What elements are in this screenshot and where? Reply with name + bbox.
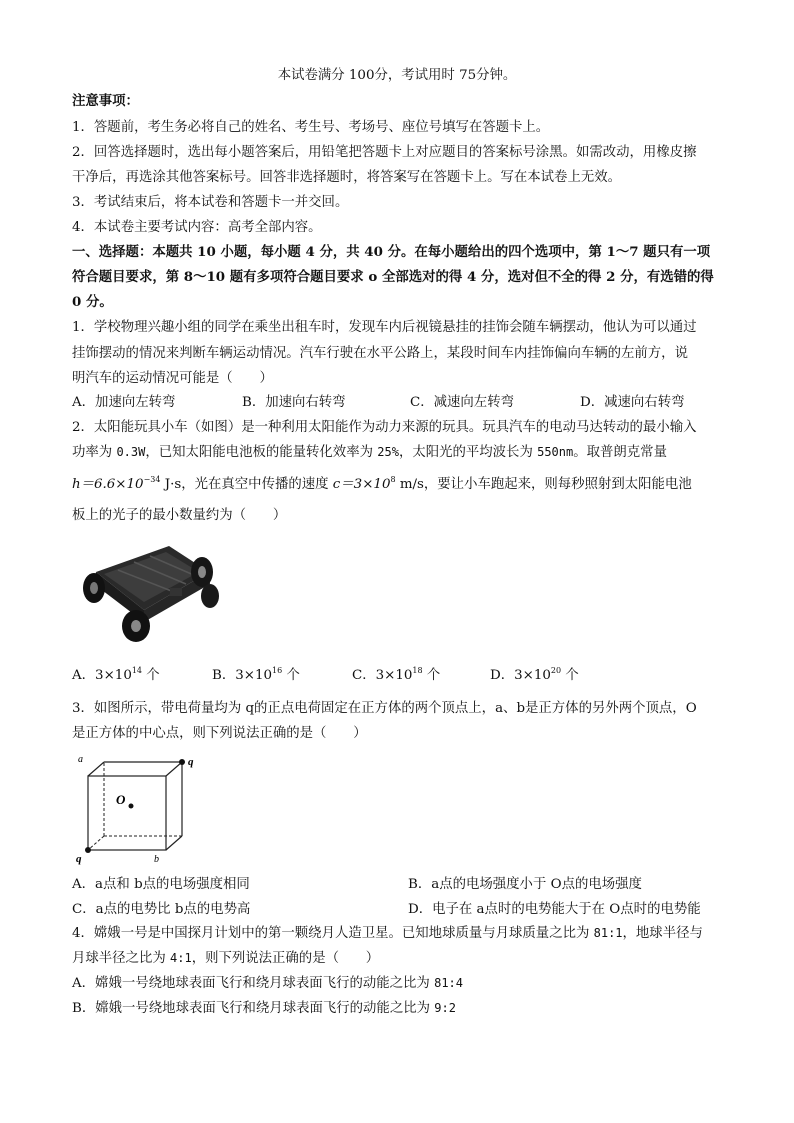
q1-option-b[interactable]: B．加速向右转弯 [242,395,346,410]
label-q-top: q [188,756,194,768]
q3-option-d[interactable]: D．电子在 a点时的电势能大于在 O点时的电势能 [408,902,701,917]
q3-option-b[interactable]: B．a点的电场强度小于 O点的电场强度 [408,877,642,892]
label-o: O [116,792,126,807]
question-1-text: 挂饰摆动的情况来判断车辆运动情况。汽车行驶在水平公路上，某段时间车内挂饰偏向车辆的左前方，说 [72,346,688,361]
notice-item: 4．本试卷主要考试内容：高考全部内容。 [72,220,322,235]
q3-option-c[interactable]: C．a点的电势比 b点的电势高 [72,902,251,917]
planck-constant: h＝6.6×10 [72,477,144,492]
notice-item: 3．考试结束后，将本试卷和答题卡一并交回。 [72,195,349,210]
exam-header: 本试卷满分 100分，考试用时 75分钟。 [277,68,517,83]
q1-option-d[interactable]: D．减速向右转弯 [580,395,685,410]
notice-item: 2．回答选择题时，选出每小题答案后，用铅笔把答题卡上对应题目的答案标号涂黑。如需改动，用橡皮擦 [72,145,697,160]
q4-option-b[interactable]: B．嫦娥一号绕地球表面飞行和绕月球表面飞行的动能之比为 9:2 [72,1001,456,1016]
q1-option-a[interactable]: A．加速向左转弯 [72,395,176,410]
question-3-text: 3．如图所示，带电荷量均为 q的正点电荷固定在正方体的两个顶点上，a、b是正方体的另外两个顶点，O [72,701,697,716]
section-instructions: 符合题目要求，第 8～10 题有多项符合题目要求 o 全部选对的得 4 分，选对但不全的得 2 分，有选错的得 [72,269,714,285]
q2-option-c[interactable]: C．$3\times 10^{18}$ 个 [352,666,441,683]
q2-option-b[interactable]: B．$3\times 10^{16}$ 个 [212,666,300,683]
charge-bottom-left [85,847,91,853]
notice-item: 干净后，再选涂其他答案标号。回答非选择题时，将答案写在答题卡上。写在本试卷上无效。 [72,170,622,185]
charge-top-right [179,759,185,765]
notice-title: 注意事项： [72,93,139,109]
q2-option-a[interactable]: A．$3\times 10^{14}$ 个 [72,666,160,683]
question-1-text: 明汽车的运动情况可能是（ ） [72,371,273,386]
center-point [129,804,134,809]
cube-diagram [74,752,204,866]
question-1-text: 1．学校物理兴趣小组的同学在乘坐出租车时，发现车内后视镜悬挂的挂饰会随车辆摆动，他认为可以通过 [72,320,697,335]
q4-option-a[interactable]: A．嫦娥一号绕地球表面飞行和绕月球表面飞行的动能之比为 81:4 [72,976,463,991]
solar-toy-car-image [74,532,224,644]
q1-option-c[interactable]: C．减速向左转弯 [410,395,514,410]
notice-item: 1．答题前，考生务必将自己的姓名、考生号、考场号、座位号填写在答题卡上。 [72,120,550,135]
section-instructions: 0 分。 [72,294,113,310]
question-2-text: 2．太阳能玩具小车（如图）是一种利用太阳能作为动力来源的玩具。玩具汽车的电动马达转动的最小输入 [72,420,697,435]
speed-of-light: c＝3×10 [332,477,391,492]
question-2-text: 功率为 0.3W，已知太阳能电池板的能量转化效率为 25%，太阳光的平均波长为 550nm。取普朗克常量 [72,445,667,460]
label-b: b [154,854,159,865]
question-4-text: 4．嫦娥一号是中国探月计划中的第一颗绕月人造卫星。已知地球质量与月球质量之比为 81:1，地球半径与 [72,926,703,941]
question-3-text: 是正方体的中心点，则下列说法正确的是（ ） [72,726,367,741]
q3-option-a[interactable]: A．a点和 b点的电场强度相同 [72,877,250,892]
label-q-bottom: q [76,853,82,865]
question-2-text: 板上的光子的最小数量约为（ ） [72,508,287,523]
section-instructions: 一、选择题：本题共 10 小题，每小题 4 分，共 40 分。在每小题给出的四个选项中，第 1～7 题只有一项 [72,244,711,260]
label-a: a [78,754,83,765]
q2-option-d[interactable]: D．$3\times 10^{20}$ 个 [490,666,579,683]
question-4-text: 月球半径之比为 4:1，则下列说法正确的是（ ） [72,951,380,966]
question-2-text: $h=6.6\times 10^{-34}$ J·s，光在真空中传播的速度 $c=3\times 10^8$ m/s，要让小车跑起来，则每秒照射到太阳能电池 [72,475,692,492]
